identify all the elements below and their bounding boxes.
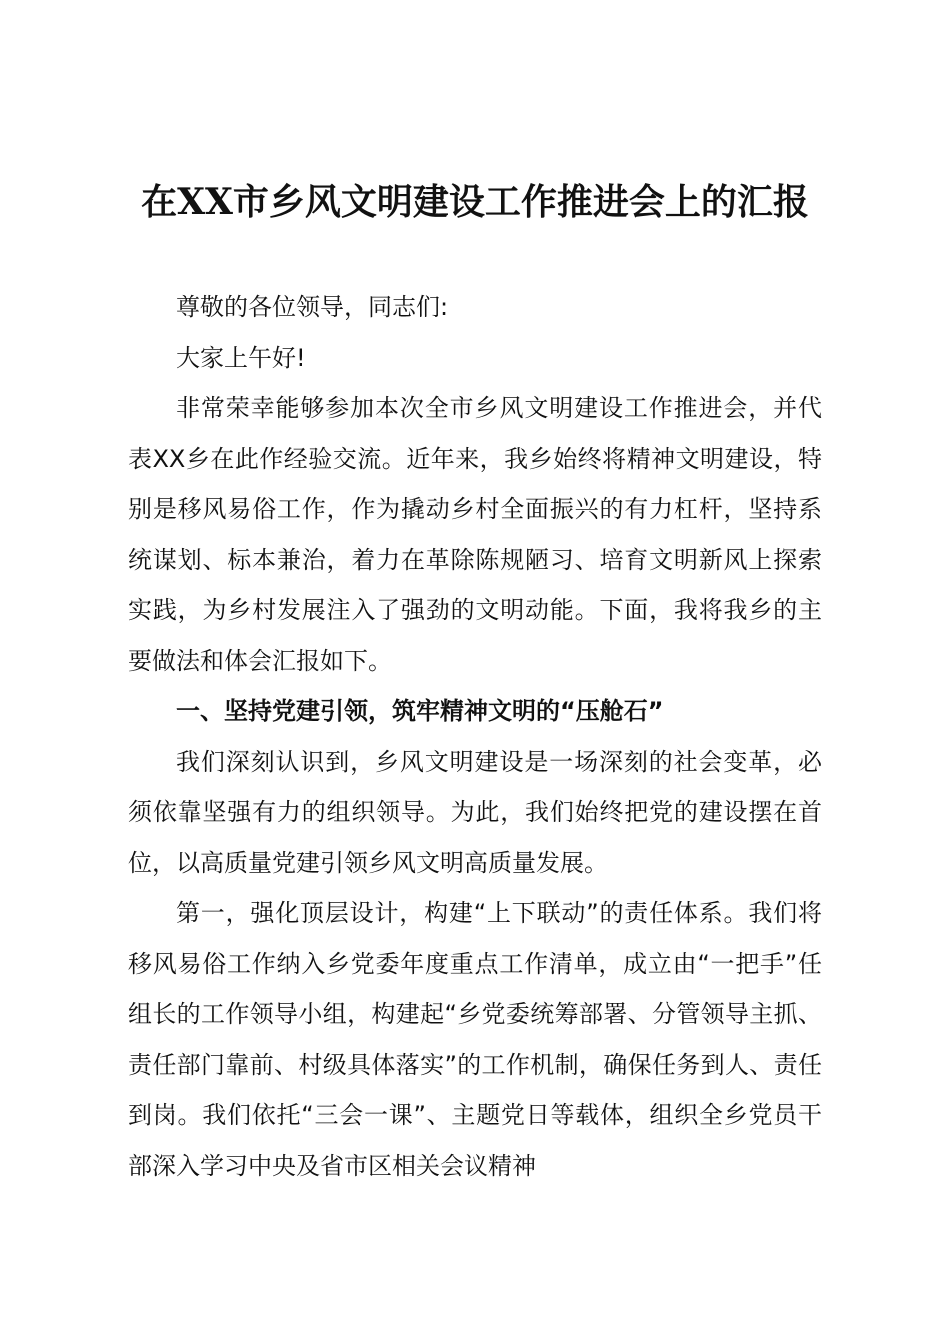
greeting: 大家上午好! <box>176 343 306 372</box>
document-body <box>128 282 822 1191</box>
salutation: 尊敬的各位领导，同志们: <box>176 293 449 321</box>
intro-paragraph: 非常荣幸能够参加本次全市乡风文明建设工作推进会，并代表XX乡在此作经验交流。近年来，我乡始终将精神文明建设，特别是移风易俗工作，作为撬动乡村全面振兴的有力杠杆，坚持系统谋划、标本兼治，着力在革除陈规陋习、培育文明新风上探索实践，为乡村发展注入了强劲的文明动能。下面，我将我乡的主要做法和体会汇报如下。 <box>128 394 822 675</box>
section-1-point-1: 第一，强化顶层设计，构建“上下联动”的责任体系。我们将移风易俗工作纳入乡党委年度重点工作清单，成立由“一把手”任组长的工作领导小组，构建起“乡党委统筹部署、分管领导主抓、责任部门靠前、村级具体落实”的工作机制，确保任务到人、责任到岗。我们依托“三会一课”、主题党日等载体，组织全乡党员干部深入学习中央及省市区相关会议精神 <box>128 899 822 1180</box>
section-1-heading: 一、坚持党建引领，筑牢精神文明的“压舱石” <box>176 697 664 725</box>
section-1-paragraph: 我们深刻认识到，乡风文明建设是一场深刻的社会变革，必须依靠坚强有力的组织领导。为此，我们始终把党的建设摆在首位，以高质量党建引领乡风文明高质量发展。 <box>128 747 822 877</box>
document-title: 在XX市乡风文明建设工作推进会上的汇报 <box>141 181 809 223</box>
